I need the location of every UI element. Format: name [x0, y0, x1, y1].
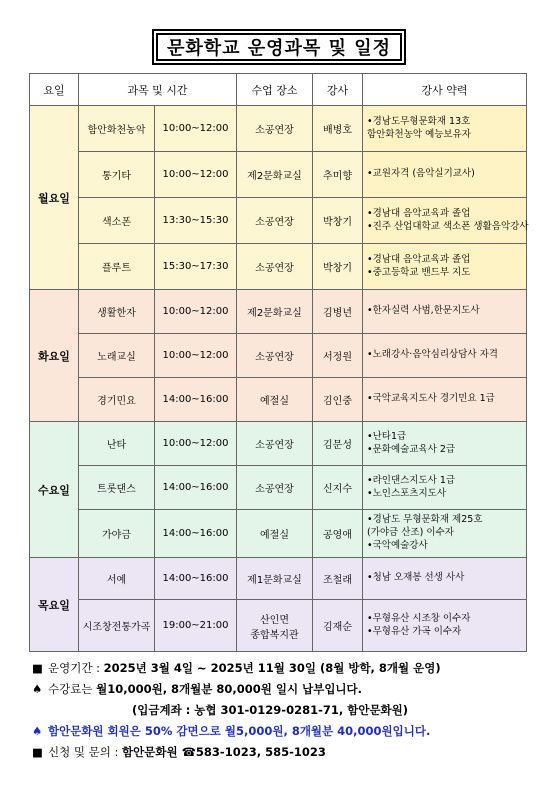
bio-cell: [363, 290, 527, 334]
bio-line: •노인스포츠지도사: [367, 487, 447, 499]
contact-line: [32, 741, 542, 762]
teacher-cell: 배병호: [313, 106, 363, 152]
bio-line: •한자실력 사범,한문지도사: [367, 305, 480, 317]
member-discount: 함안문화원 회원은 50% 감면으로 월5,000원, 8개월분 40,000원입니다.: [48, 723, 431, 738]
fee-value: 월10,000원, 8개월분 80,000원 일시 납부입니다.: [96, 681, 363, 696]
bio-line: •교원자격 (음악실기교사): [367, 168, 475, 180]
contact-value: 함안문화원 ☎583-1023, 585-1023: [122, 744, 326, 759]
subject-cell: 트롯댄스: [79, 466, 155, 510]
table-row: [30, 558, 527, 600]
time-cell: 14:00~16:00: [155, 378, 237, 422]
place-cell: [237, 558, 313, 600]
bio-cell: [363, 466, 527, 510]
schedule-table: [29, 73, 527, 652]
square-bullet-icon: ■: [32, 660, 43, 675]
place-line: 소공연장: [255, 125, 294, 136]
bio-cell: [363, 422, 527, 466]
bio-line: •라인댄스지도사 1급: [367, 474, 456, 486]
place-line: 소공연장: [255, 440, 294, 451]
place-line: 소공연장: [255, 217, 294, 228]
table-header-row: [30, 74, 527, 106]
teacher-cell: 박창기: [313, 198, 363, 244]
bio-cell: [363, 334, 527, 378]
subject-cell: 생활한자: [79, 290, 155, 334]
spade-bullet-icon: ♠: [32, 723, 43, 738]
bio-cell: [363, 152, 527, 198]
bio-cell: [363, 198, 527, 244]
day-cell-thu: 목요일: [30, 558, 79, 652]
place-cell: [237, 334, 313, 378]
time-cell: 19:00~21:00: [155, 600, 237, 652]
bio-cell: [363, 378, 527, 422]
footer-info: [32, 657, 542, 762]
place-cell: [237, 290, 313, 334]
subject-cell: 가야금: [79, 510, 155, 558]
day-cell-tue: 화요일: [30, 290, 79, 422]
table-row: [30, 600, 527, 652]
place-cell: [237, 244, 313, 290]
bio-cell: [363, 106, 527, 152]
table-row: [30, 466, 527, 510]
time-cell: 10:00~12:00: [155, 334, 237, 378]
teacher-cell: 조철래: [313, 558, 363, 600]
time-cell: 14:00~16:00: [155, 558, 237, 600]
place-line: 제2문화교실: [247, 308, 302, 319]
table-row: [30, 290, 527, 334]
bio-cell: [363, 600, 527, 652]
bio-cell: [363, 558, 527, 600]
fee-prefix: 수강료는: [48, 681, 93, 696]
member-line: [32, 720, 542, 741]
table-row: [30, 244, 527, 290]
bio-line: •경남대 음악교육과 졸업: [367, 253, 471, 265]
time-cell: 14:00~16:00: [155, 510, 237, 558]
place-cell: [237, 422, 313, 466]
table-row: [30, 378, 527, 422]
bio-line: •노래강사·음악심리상담사 자격: [367, 349, 498, 361]
place-line: 예절실: [260, 530, 289, 541]
period-value: 2025년 3월 4일 ~ 2025년 11월 30일 (8월 방학, 8개월 운영): [103, 660, 441, 675]
subject-cell: 통기타: [79, 152, 155, 198]
time-cell: 10:00~12:00: [155, 422, 237, 466]
place-cell: [237, 378, 313, 422]
place-cell: [237, 152, 313, 198]
place-line: 소공연장: [255, 484, 294, 495]
bio-line: •경남도 무형문화재 제25호: [367, 514, 483, 526]
subject-cell: 함안화천농악: [79, 106, 155, 152]
subject-cell: 서예: [79, 558, 155, 600]
place-cell: [237, 510, 313, 558]
bio-line: •무형유산 가곡 이수자: [367, 625, 462, 637]
header-subject-time: 과목 및 시간: [79, 74, 237, 106]
subject-cell: 난타: [79, 422, 155, 466]
place-line: 제1문화교실: [247, 575, 302, 586]
bio-line: •경남도무형문화재 13호: [367, 115, 471, 127]
place-cell: [237, 106, 313, 152]
time-cell: 10:00~12:00: [155, 152, 237, 198]
spade-bullet-icon: ♠: [32, 681, 43, 696]
teacher-cell: 김재순: [313, 600, 363, 652]
teacher-cell: 신지수: [313, 466, 363, 510]
time-cell: 13:30~15:30: [155, 198, 237, 244]
bio-line: •청남 오재봉 선생 사사: [367, 572, 465, 584]
time-cell: 10:00~12:00: [155, 290, 237, 334]
place-line: 종합복지관: [250, 629, 299, 641]
day-cell-wed: 수요일: [30, 422, 79, 558]
account-line: (입금계좌 : 농협 301-0129-0281-71, 함안문화원): [132, 702, 409, 717]
time-cell: 15:30~17:30: [155, 244, 237, 290]
subject-cell: 색소폰: [79, 198, 155, 244]
teacher-cell: 박창기: [313, 244, 363, 290]
subject-cell: 노래교실: [79, 334, 155, 378]
bio-line: •문화예술교육사 2급: [367, 443, 456, 455]
period-label: 운영기간 :: [48, 660, 100, 675]
bio-line: •난타1급: [367, 430, 407, 442]
teacher-cell: 추미향: [313, 152, 363, 198]
table-row: [30, 334, 527, 378]
teacher-cell: 김문성: [313, 422, 363, 466]
time-cell: 14:00~16:00: [155, 466, 237, 510]
place-cell: [237, 466, 313, 510]
contact-label: 신청 및 문의 :: [48, 744, 119, 759]
place-cell: [237, 600, 313, 652]
place-line: 소공연장: [255, 352, 294, 363]
teacher-cell: 김병년: [313, 290, 363, 334]
subject-cell: 경기민요: [79, 378, 155, 422]
header-day: 요일: [30, 74, 79, 106]
bio-line: •무형유산 시조창 이수자: [367, 612, 471, 624]
bio-line: •경남대 음악교육과 졸업: [367, 207, 471, 219]
table-row: [30, 198, 527, 244]
header-teacher: 강사: [313, 74, 363, 106]
table-row: [30, 106, 527, 152]
bio-line: •중고등학교 밴드부 지도: [367, 266, 471, 278]
title-frame: [152, 29, 406, 65]
table-row: [30, 152, 527, 198]
bio-cell: [363, 244, 527, 290]
bio-line: •국악교육지도사 경기민요 1급: [367, 393, 495, 405]
bio-cell: [363, 510, 527, 558]
square-bullet-icon: ■: [32, 744, 43, 759]
table-row: [30, 422, 527, 466]
fee-line: [32, 678, 542, 699]
header-bio: 강사 약력: [363, 74, 527, 106]
subject-cell: 플루트: [79, 244, 155, 290]
place-line: 제2문화교실: [247, 171, 302, 182]
place-cell: [237, 198, 313, 244]
teacher-cell: 서정원: [313, 334, 363, 378]
header-place: 수업 장소: [237, 74, 313, 106]
place-line: 예절실: [260, 396, 289, 407]
place-line: 산인면: [260, 614, 289, 626]
bio-line: 함안화천농악 예능보유자: [367, 128, 471, 140]
table-row: [30, 510, 527, 558]
time-cell: 10:00~12:00: [155, 106, 237, 152]
period-line: [32, 657, 542, 678]
page-title: 문화학교 운영과목 및 일정: [156, 33, 402, 61]
day-cell-mon: 월요일: [30, 106, 79, 290]
subject-cell: 시조창전통가곡: [79, 600, 155, 652]
teacher-cell: 공영애: [313, 510, 363, 558]
bio-line: •진주 산업대학교 색소폰 생활음악강사: [367, 220, 529, 232]
place-line: 소공연장: [255, 263, 294, 274]
teacher-cell: 김인중: [313, 378, 363, 422]
bio-line: •국악예술강사: [367, 539, 428, 551]
bio-line: (가야금 산조) 이수자: [367, 527, 454, 539]
